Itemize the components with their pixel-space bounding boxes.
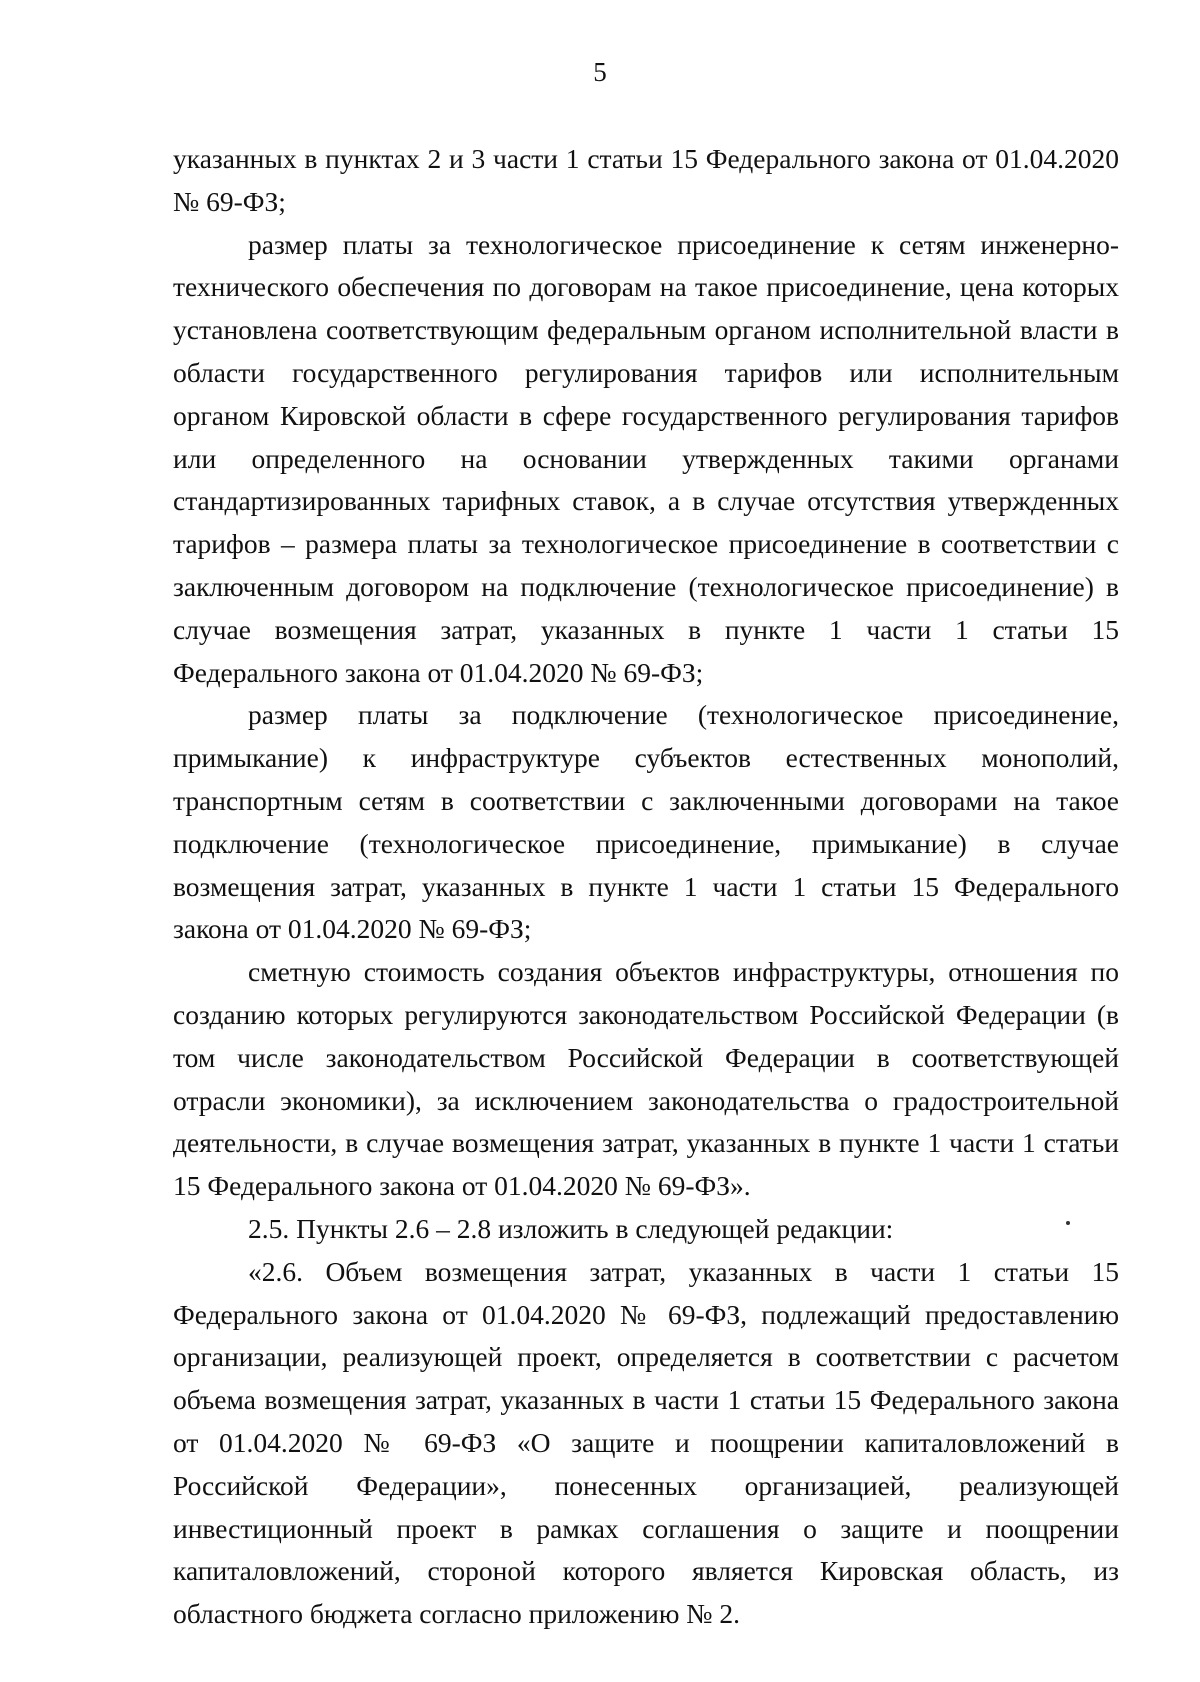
paragraph-connection-fee: размер платы за технологическое присоединение к сетям инженерно-технического обеспечения по договорам на такое присоединение, цена которых установлена соответствующим федеральным органом исполнительной власти в области государственного регулирования тарифов или исполнительным органом Кировской области в сфере государственного регулирования тарифов или определенного на основании утвержденных такими органами стандартизированных тарифных ставок, а в случае отсутствия утвержденных тарифов – размера платы за технологическое присоединение в соответствии с заключенным договором на подключение (технологическое присоединение) в случае возмещения затрат, указанных в пункте 1 части 1 статьи 15 Федерального закона от 01.04.2020 № 69-ФЗ;	[173, 228, 1119, 688]
paragraph-monopoly-connection-fee: размер платы за подключение (технологическое присоединение, примыкание) к инфраструктуре субъектов естественных монополий, транспортным сетям в соответствии с заключенными договорами на такое подключение (технологическое присоединение, примыкание) в случае возмещения затрат, указанных в пункте 1 части 1 статьи 15 Федерального закона от 01.04.2020 № 69-ФЗ;	[173, 699, 1119, 945]
document-body	[173, 138, 1119, 1636]
paragraph-clause-2-5: 2.5. Пункты 2.6 – 2.8 изложить в следующей редакции:	[248, 1212, 894, 1244]
scan-speck	[1066, 1221, 1070, 1225]
paragraph-infrastructure-cost: сметную стоимость создания объектов инфраструктуры, отношения по созданию которых регулируются законодательством Российской Федерации (в том числе законодательством Российской Федерации в соответствующей отрасли экономики), за исключением законодательства о градостроительной деятельности, в случае возмещения затрат, указанных в пункте 1 части 1 статьи 15 Федерального закона от 01.04.2020 № 69-ФЗ».	[173, 956, 1119, 1202]
paragraph-clause-2-6: «2.6. Объем возмещения затрат, указанных в части 1 статьи 15 Федерального закона от 01.04.2020 № 69-ФЗ, подлежащий предоставлению организации, реализующей проект, определяется в соответствии с расчетом объема возмещения затрат, указанных в части 1 статьи 15 Федерального закона от 01.04.2020 № 69-ФЗ «О защите и поощрении капиталовложений в Российской Федерации», понесенных организацией, реализующей инвестиционный проект в рамках соглашения о защите и поощрении капиталовложений, стороной которого является Кировская область, из областного бюджета согласно приложению № 2.	[173, 1255, 1119, 1630]
page-number: 5	[593, 57, 607, 87]
paragraph-continuation: указанных в пунктах 2 и 3 части 1 статьи 15 Федерального закона от 01.04.2020 № 69-ФЗ;	[173, 143, 1119, 217]
